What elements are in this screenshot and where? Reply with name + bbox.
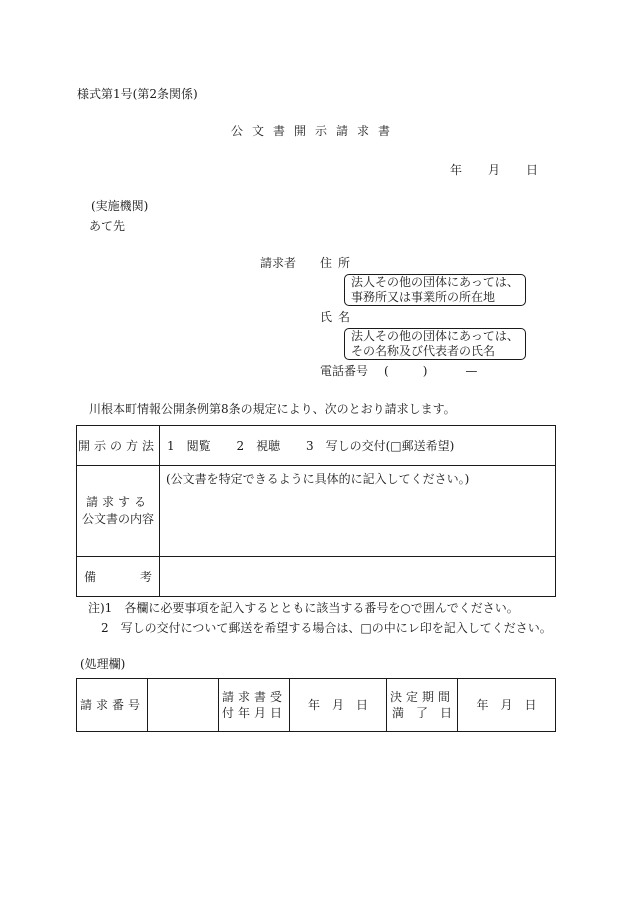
requested-document-hint: (公文書を特定できるように具体的に記入してください。)	[166, 472, 470, 486]
request-table	[76, 425, 556, 597]
form-number-label: 様式第1号(第2条関係)	[77, 87, 198, 101]
processing-table	[76, 678, 556, 732]
phone-paren-close: )	[422, 364, 428, 378]
date-month: 月	[488, 163, 501, 177]
address-note-line-2: 事務所又は事業所の所在地	[351, 290, 496, 304]
requester-label: 請求者	[260, 256, 297, 270]
addressee-label: あて先	[89, 219, 126, 233]
remarks-row	[77, 557, 556, 597]
note-1: 注)1 各欄に必要事項を記入するとともに該当する番号を○で囲んでください。	[88, 601, 519, 615]
date-day: 日	[526, 163, 539, 177]
request-number-field[interactable]	[148, 679, 219, 732]
requested-document-field[interactable]	[160, 466, 556, 557]
phone-label: 電話番号	[320, 364, 369, 378]
note-2: 2 写しの交付について郵送を希望する場合は、□の中にレ印を記入してください。	[101, 621, 552, 635]
document-title: 公文書開示請求書	[230, 124, 399, 138]
address-note	[344, 274, 526, 306]
decision-deadline-field[interactable]: 年 月 日	[458, 679, 556, 732]
remarks-field[interactable]	[160, 557, 556, 597]
date-year: 年	[450, 163, 463, 177]
address-note-line-1: 法人その他の団体にあっては、	[351, 275, 519, 289]
implementing-agency-label: (実施機関)	[91, 199, 149, 213]
receipt-date-label: 請求書受 付年月日	[219, 679, 290, 732]
processing-row	[77, 679, 556, 732]
requested-document-label: 請求する 公文書の内容	[77, 466, 160, 557]
disclosure-method-row	[77, 426, 556, 466]
method-option-audiovisual[interactable]: 2 視聴	[236, 439, 281, 453]
method-option-copy[interactable]: 3 写しの交付(□郵送希望)	[305, 439, 455, 453]
name-note-line-2: その名称及び代表者の氏名	[351, 344, 496, 358]
name-label: 氏名	[320, 310, 357, 324]
disclosure-method-options[interactable]	[160, 426, 556, 466]
decision-deadline-label: 決定期間 満 了 日	[387, 679, 458, 732]
method-option-view[interactable]: 1 閲覧	[167, 439, 211, 453]
requested-document-row	[77, 466, 556, 557]
date-line	[450, 162, 538, 178]
remarks-label: 備 考	[77, 557, 160, 597]
name-note	[344, 328, 526, 360]
intro-statement: 川根本町情報公開条例第8条の規定により、次のとおり請求します。	[89, 402, 456, 416]
name-note-line-1: 法人その他の団体にあっては、	[351, 329, 519, 343]
receipt-date-field[interactable]: 年 月 日	[290, 679, 387, 732]
phone-dash: —	[465, 364, 478, 378]
processing-section-label: (処理欄)	[80, 657, 126, 671]
disclosure-method-label: 開示の方法	[77, 426, 160, 466]
address-label: 住所	[320, 256, 357, 270]
request-number-label: 請求番号	[77, 679, 148, 732]
phone-paren-open: (	[384, 364, 389, 378]
phone-line	[320, 363, 477, 379]
